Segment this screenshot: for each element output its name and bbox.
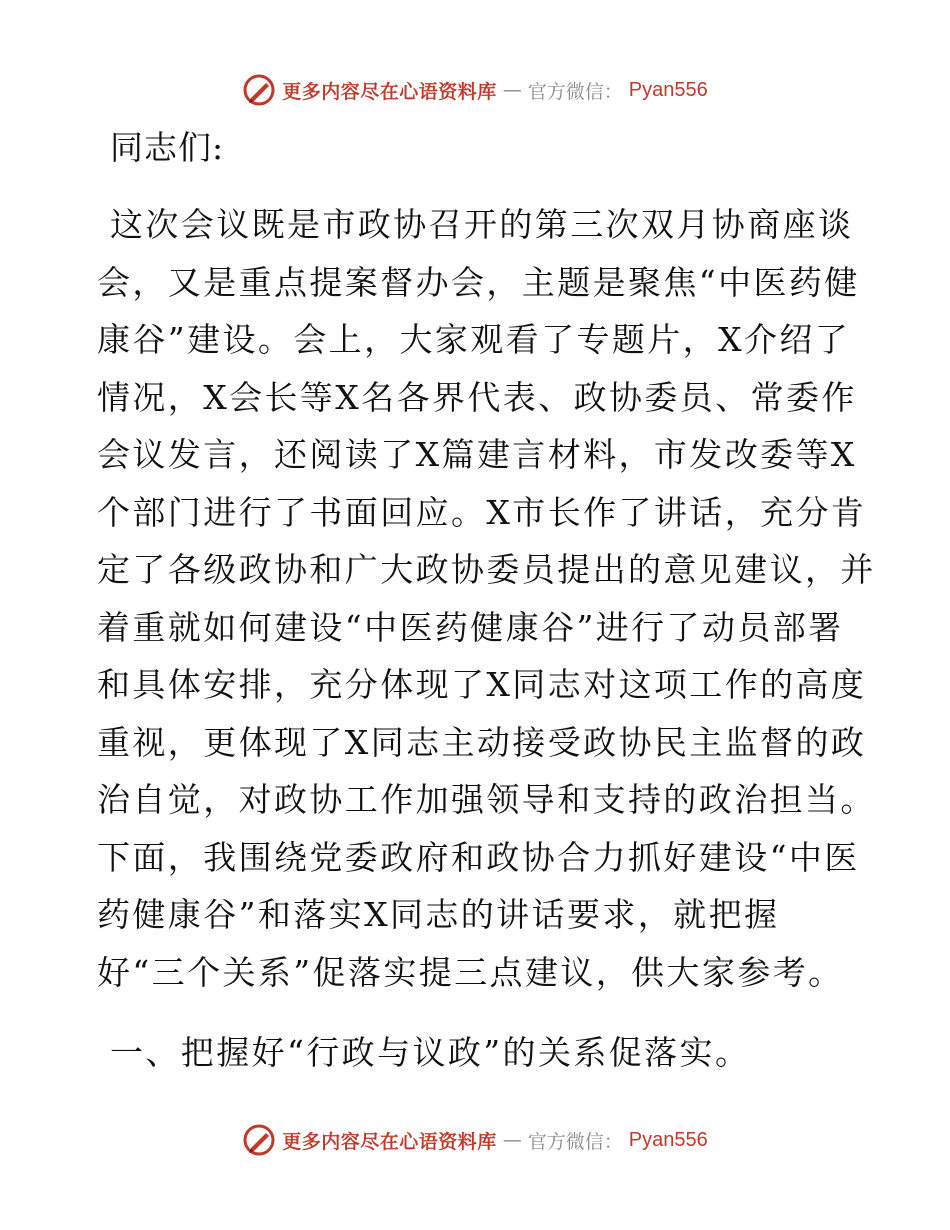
header-watermark <box>0 68 950 112</box>
paragraph-line: 好“三个关系”促落实提三点建议，供大家参考。 <box>97 952 844 992</box>
section-heading: 一、把握好“行政与议政”的关系促落实。 <box>110 1033 751 1072</box>
watermark-official-label: 官方微信： <box>527 80 623 103</box>
paragraph-line: 定了各级政协和广大政协委员提出的意见建议，并 <box>97 550 876 589</box>
watermark-wechat-id: Pyan556 <box>628 1128 708 1151</box>
paragraph-line: 重视，更体现了X同志主动接受政协民主监督的政 <box>97 722 867 762</box>
paragraph-line: 个部门进行了书面回应。X市长作了讲话，充分肯 <box>97 492 867 532</box>
salutation: 同志们: <box>110 128 225 167</box>
paragraph-line: 会议发言，还阅读了X篇建言材料，市发改委等X <box>97 435 857 474</box>
paragraph-line: 着重就如何建设“中医药健康谷”进行了动员部署 <box>97 607 844 647</box>
watermark-separator: — <box>502 1129 522 1151</box>
quill-pen-logo-icon <box>242 1123 276 1157</box>
paragraph-line: 情况，X会长等X名各界代表、政协委员、常委作 <box>97 377 857 417</box>
quill-pen-logo-icon <box>242 73 276 107</box>
body-paragraph <box>97 196 877 1001</box>
watermark-separator: — <box>502 79 522 101</box>
paragraph-line: 会，又是重点提案督办会，主题是聚焦“中医药健 <box>97 262 860 302</box>
watermark-wechat-id: Pyan556 <box>628 78 708 101</box>
watermark-brand-text: 更多内容尽在心语资料库 <box>282 1130 497 1153</box>
paragraph-line: 下面，我围绕党委政府和政协合力抓好建设“中医 <box>97 837 860 877</box>
watermark-official-label: 官方微信： <box>527 1130 623 1153</box>
footer-watermark <box>0 1118 950 1162</box>
paragraph-line: 药健康谷”和落实X同志的讲话要求，就把握 <box>97 895 780 934</box>
paragraph-line: 治自觉，对政协工作加强领导和支持的政治担当。 <box>97 780 876 819</box>
paragraph-line: 这次会议既是市政协召开的第三次双月协商座谈 <box>110 205 854 244</box>
paragraph-line: 和具体安排，充分体现了X同志对这项工作的高度 <box>97 665 867 704</box>
watermark-brand-text: 更多内容尽在心语资料库 <box>282 80 497 103</box>
paragraph-line: 康谷”建设。会上，大家观看了专题片，X介绍了 <box>97 320 851 359</box>
